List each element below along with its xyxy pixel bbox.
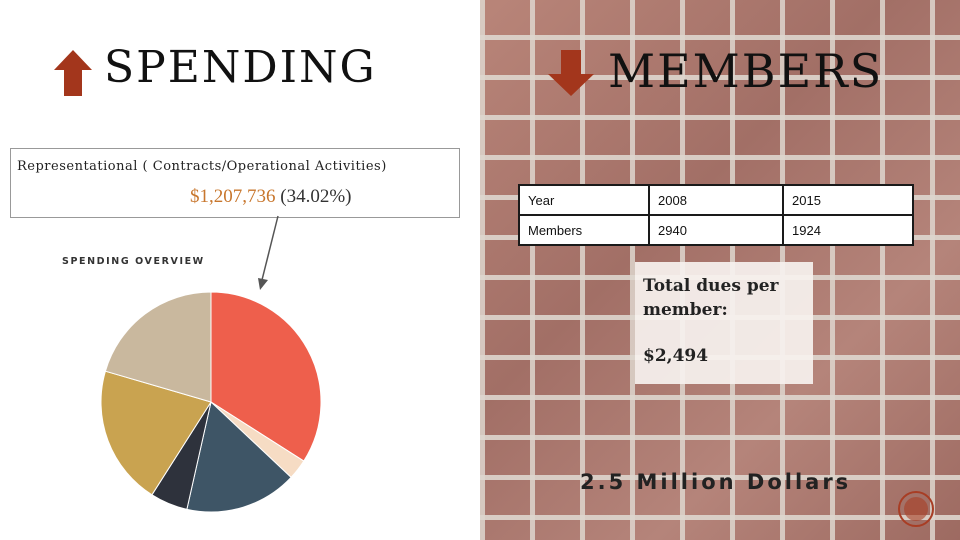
members-table: [518, 184, 914, 246]
table-cell: 2940: [649, 215, 783, 245]
spending-overview-label: SPENDING OVERVIEW: [62, 256, 205, 267]
dues-box: [635, 262, 813, 384]
representational-label: Representational ( Contracts/Operational Activities): [17, 159, 387, 174]
spending-pie-chart: [96, 280, 326, 520]
table-cell: 2015: [783, 185, 913, 215]
table-cell: 2008: [649, 185, 783, 215]
dues-label: Total dues per member:: [643, 276, 779, 320]
total-dues-text: 2.5 Million Dollars: [580, 470, 852, 494]
representational-percent: (34.02%): [280, 186, 352, 207]
members-title: MEMBERS: [608, 44, 884, 98]
table-row: [519, 215, 913, 245]
table-row: [519, 185, 913, 215]
logo-badge-icon: [898, 491, 934, 527]
dues-value: $2,494: [643, 346, 709, 366]
spending-title: SPENDING: [104, 42, 377, 93]
pointer-arrow: [0, 0, 480, 300]
table-cell: 1924: [783, 215, 913, 245]
representational-amount: $1,207,736: [190, 186, 276, 207]
table-cell: Members: [519, 215, 649, 245]
table-cell: Year: [519, 185, 649, 215]
arrow-down-icon: [548, 50, 594, 96]
